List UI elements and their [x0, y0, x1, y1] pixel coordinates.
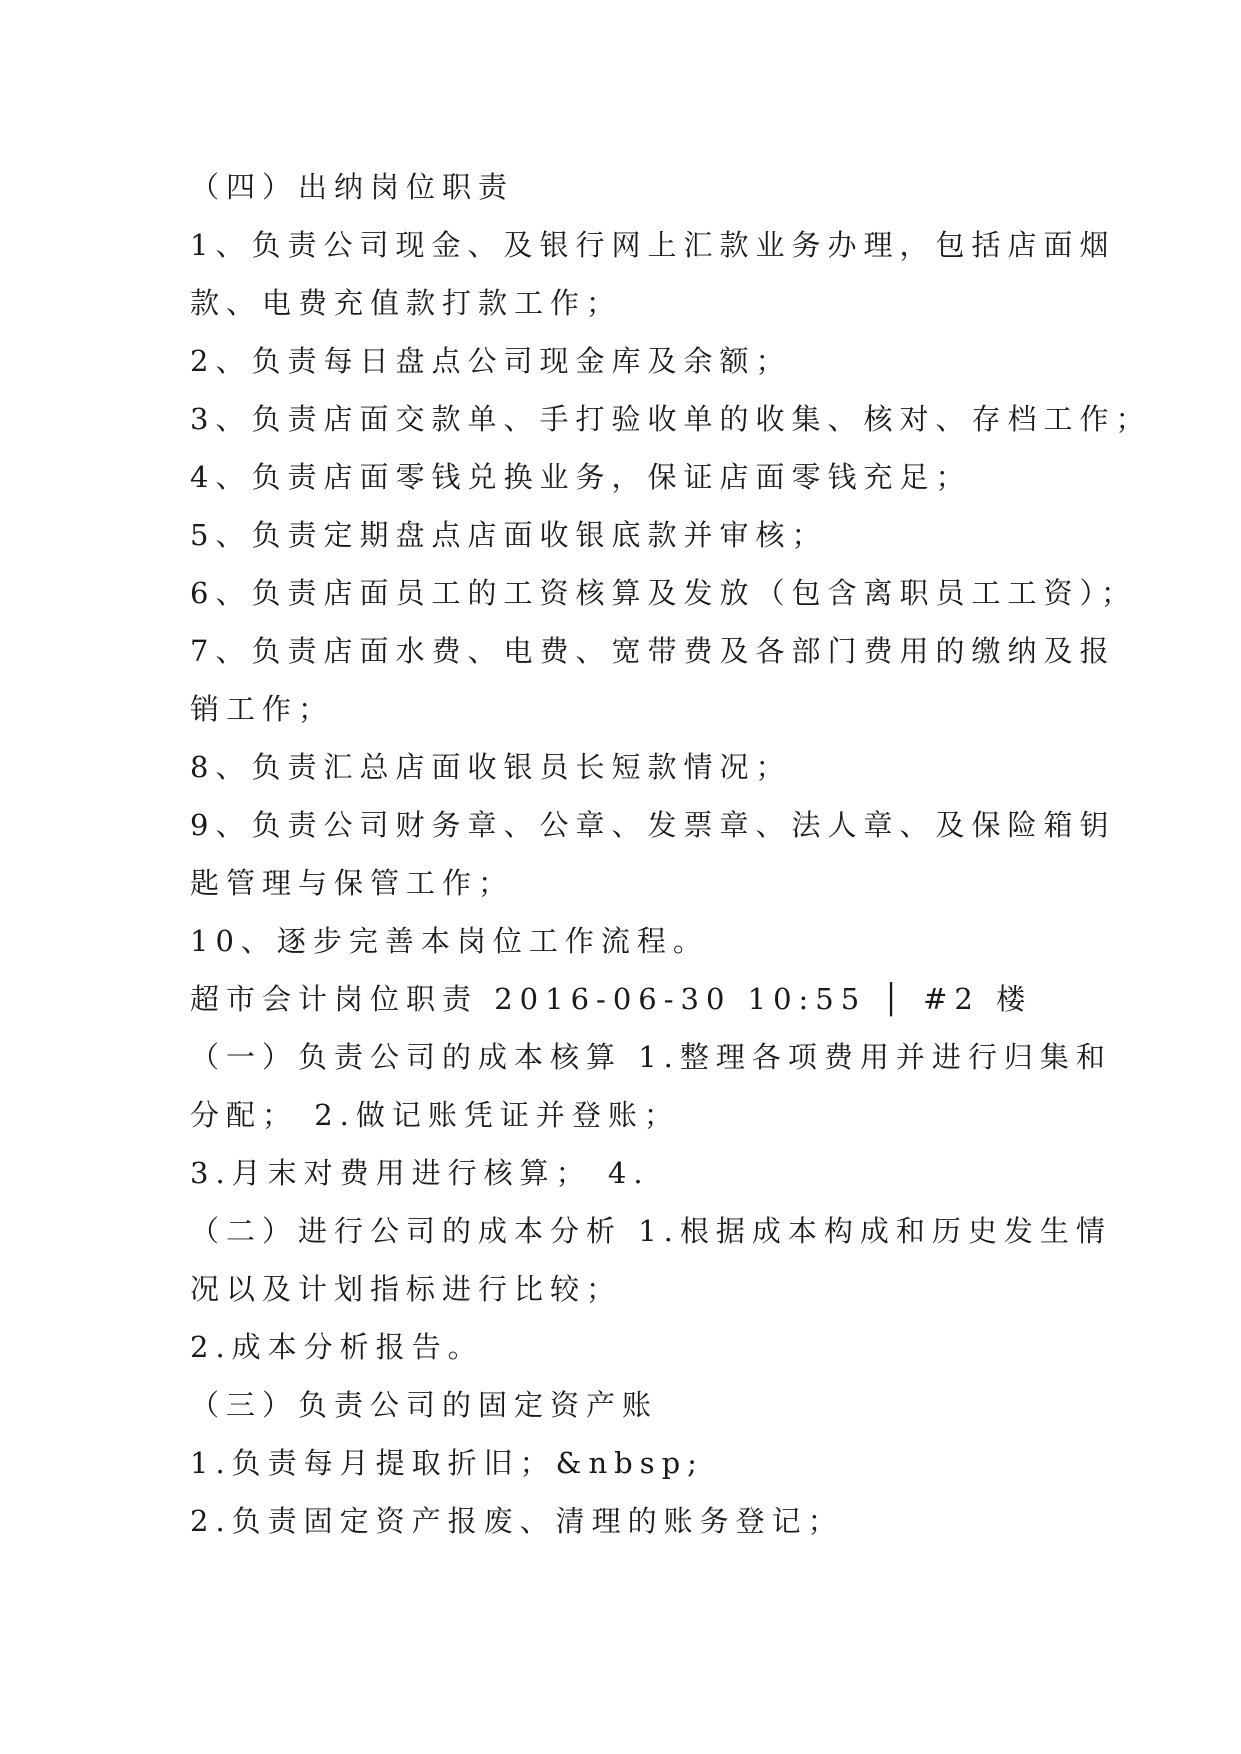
section-heading-fixed-assets: （三）负责公司的固定资产账	[190, 1388, 659, 1422]
paragraph-line: 4、负责店面零钱兑换业务，保证店面零钱充足；	[190, 460, 972, 494]
paragraph-line: （二）进行公司的成本分析 1.根据成本构成和历史发生情	[190, 1214, 1112, 1248]
paragraph-line: 款、电费充值款打款工作；	[190, 286, 623, 320]
paragraph-line: 3、负责店面交款单、手打验收单的收集、核对、存档工作；	[190, 402, 1152, 436]
paragraph-line: 销工作；	[190, 692, 335, 726]
paragraph-line: 2.负责固定资产报废、清理的账务登记；	[190, 1504, 844, 1538]
paragraph-line: 8、负责汇总店面收银员长短款情况；	[190, 750, 792, 784]
post-header-line: 超市会计岗位职责 2016-06-30 10:55 │ #2 楼	[190, 982, 1033, 1016]
document-body	[190, 158, 1152, 1550]
paragraph-line: 匙管理与保管工作；	[190, 866, 515, 900]
section-heading-cashier: （四）出纳岗位职责	[190, 170, 515, 204]
paragraph-line: 2、负责每日盘点公司现金库及余额；	[190, 344, 792, 378]
paragraph-line: 1、负责公司现金、及银行网上汇款业务办理，包括店面烟	[190, 228, 1116, 262]
paragraph-line: 1.负责每月提取折旧；&nbsp;	[190, 1446, 704, 1480]
paragraph-line: 9、负责公司财务章、公章、发票章、法人章、及保险箱钥	[190, 808, 1116, 842]
paragraph-line: 3.月末对费用进行核算； 4.	[190, 1156, 650, 1190]
paragraph-line: 2.成本分析报告。	[190, 1330, 484, 1364]
paragraph-line: 分配； 2.做记账凭证并登账；	[190, 1098, 680, 1132]
paragraph-line: 10、逐步完善本岗位工作流程。	[190, 924, 709, 958]
paragraph-line: 况以及计划指标进行比较；	[190, 1272, 623, 1306]
paragraph-line: （一）负责公司的成本核算 1.整理各项费用并进行归集和	[190, 1040, 1112, 1074]
paragraph-line: 5、负责定期盘点店面收银底款并审核；	[190, 518, 828, 552]
paragraph-line: 6、负责店面员工的工资核算及发放（包含离职员工工资）；	[190, 576, 1137, 610]
paragraph-line: 7、负责店面水费、电费、宽带费及各部门费用的缴纳及报	[190, 634, 1116, 668]
